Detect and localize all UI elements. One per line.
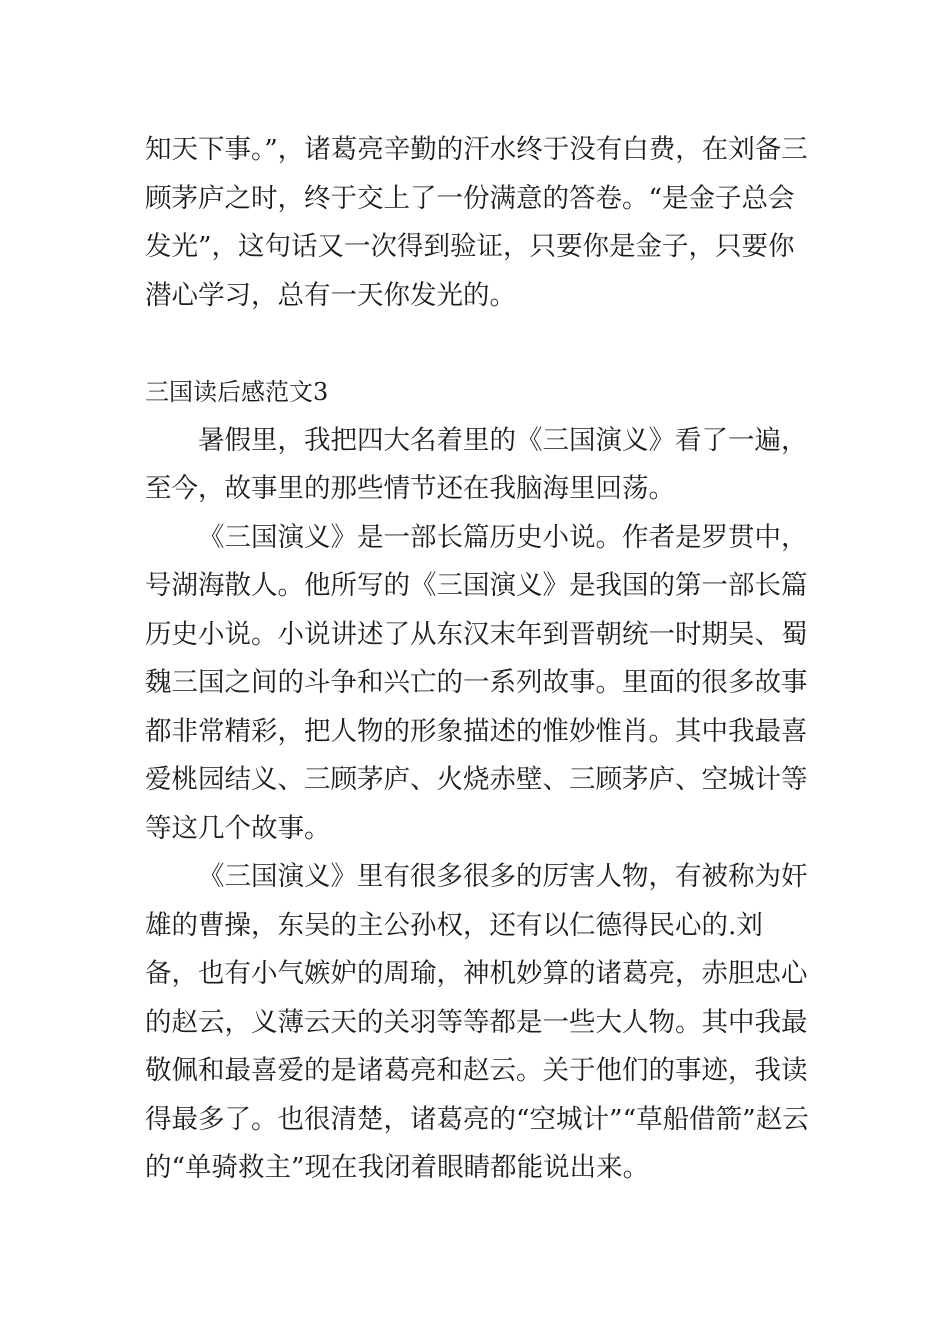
body-paragraph-3: 《三国演义》里有很多很多的厉害人物，有被称为奸雄的曹操，东吴的主公孙权，还有以仁德得民心的.刘备，也有小气嫉妒的周瑜，神机妙算的诸葛亮，赤胆忠心的赵云，义薄云天的关羽等等都是一些大人物。其中我最敬佩和最喜爱的是诸葛亮和赵云。关于他们的事迹，我读得最多了。也很清楚，诸葛亮的“空城计”“草船借箭”赵云的“单骑救主”现在我闭着眼睛都能说出来。 (145, 861, 809, 1183)
body-paragraph-1: 暑假里，我把四大名着里的《三国演义》看了一遍，至今，故事里的那些情节还在我脑海里回荡。 (145, 424, 808, 504)
continuation-paragraph: 知天下事。”，诸葛亮辛勤的汗水终于没有白费，在刘备三顾茅庐之时，终于交上了一份满意的答卷。“是金子总会发光”，这句话又一次得到验证，只要你是金子，只要你潜心学习，总有一天你发光的。 (145, 134, 808, 311)
body-paragraph-2: 《三国演义》是一部长篇历史小说。作者是罗贯中，号湖海散人。他所写的《三国演义》是我国的第一部长篇历史小说。小说讲述了从东汉末年到晋朝统一时期吴、蜀魏三国之间的斗争和兴亡的一系列故事。里面的很多故事都非常精彩，把人物的形象描述的惟妙惟肖。其中我最喜爱桃园结义、三顾茅庐、火烧赤壁、三顾茅庐、空城计等等这几个故事。 (145, 521, 808, 844)
section-title: 三国读后感范文3 (145, 378, 329, 406)
document-body (145, 126, 810, 1193)
section-gap (145, 320, 810, 368)
